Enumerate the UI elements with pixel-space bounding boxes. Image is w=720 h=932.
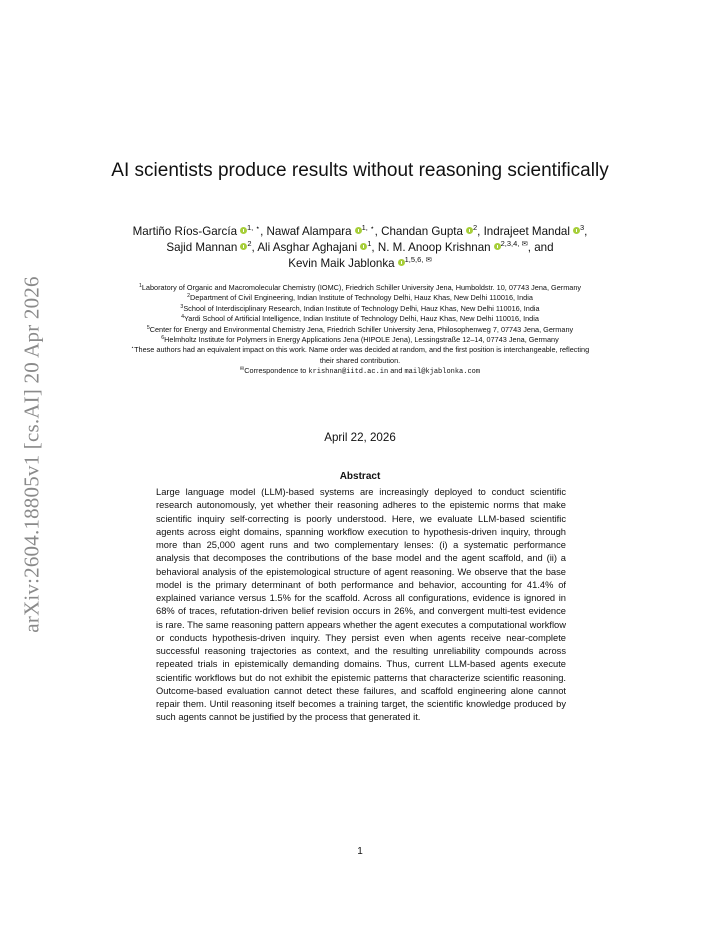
orcid-icon[interactable] — [573, 227, 580, 234]
paper-title: AI scientists produce results without reasoning scientifically — [111, 160, 609, 181]
affiliation-list — [124, 283, 596, 345]
author-affiliation-marks: 1 — [367, 239, 372, 248]
author-affiliation-marks: 2 — [247, 239, 252, 248]
correspondence-mark: ✉ — [239, 366, 245, 373]
affiliation-text: Department of Civil Engineering, Indian Institute of Technology Delhi, Hauz Khas, New Delhi 110016, India — [190, 293, 533, 303]
author-name: N. M. Anoop Krishnan — [377, 241, 491, 254]
author-name: Indrajeet Mandal — [483, 225, 570, 238]
author — [267, 225, 375, 238]
author-separator: , — [260, 225, 267, 238]
author-separator: , — [584, 225, 588, 238]
author-separator: , — [374, 225, 382, 238]
affiliation — [124, 325, 596, 335]
affiliation-text: Helmholtz Institute for Polymers in Energy Applications Jena (HIPOLE Jena), Lessingstraße 12–14, 07743 Jena, Germany — [164, 335, 559, 345]
affiliation-mark: 6 — [161, 335, 165, 342]
author-name: Sajid Mannan — [166, 241, 238, 254]
author-name: Martiño Ríos-García — [132, 225, 238, 238]
author — [133, 225, 260, 238]
correspondence-joiner: and — [388, 366, 405, 376]
affiliation — [124, 283, 596, 293]
affiliation — [124, 314, 596, 324]
equal-contribution-note — [124, 345, 596, 366]
email-link-krishnan[interactable]: krishnan@iitd.ac.in — [308, 368, 389, 377]
author-affiliation-marks: 1,5,6, ✉ — [404, 255, 432, 264]
correspondence-note — [124, 366, 596, 377]
author — [166, 241, 251, 254]
equal-contribution-text: These authors had an equivalent impact on this work. Name order was decided at random, and the first position is interchangeable, reflecting their shared contribution. — [134, 345, 590, 365]
abstract-heading: Abstract — [339, 471, 381, 482]
email-link-jablonka[interactable]: mail@kjablonka.com — [404, 368, 481, 377]
author — [378, 241, 528, 254]
affiliation-mark: 3 — [180, 303, 184, 310]
author-name: Kevin Maik Jablonka — [288, 257, 395, 270]
page-number: 1 — [357, 846, 363, 857]
correspondence-prefix: Correspondence to — [244, 366, 309, 376]
author-affiliation-marks: 3 — [579, 223, 585, 232]
affiliation-mark: 1 — [138, 283, 142, 289]
orcid-icon[interactable] — [360, 243, 367, 250]
affiliations — [124, 283, 596, 378]
publication-date: April 22, 2026 — [324, 431, 396, 444]
author-separator: , — [371, 241, 378, 254]
affiliation — [124, 304, 596, 314]
author-affiliation-marks: 2,3,4, ✉ — [500, 239, 528, 248]
affiliation-mark: 4 — [181, 314, 184, 321]
author — [381, 225, 477, 238]
author-affiliation-marks: 2 — [472, 223, 478, 232]
affiliation-text: Yardi School of Artificial Intelligence, Indian Institute of Technology Delhi, Hauz Khas, New Delhi 110016, India — [183, 314, 539, 324]
affiliation-text: Laboratory of Organic and Macromolecular Chemistry (IOMC), Friedrich Schiller University Jena, Humboldstr. 10, 07743 Jena, Germany — [141, 283, 582, 292]
arxiv-stamp — [12, 262, 52, 646]
author — [257, 241, 371, 254]
author-separator: , — [477, 225, 484, 238]
affiliation-mark: 5 — [146, 324, 150, 331]
author-name: Nawaf Alampara — [266, 225, 352, 238]
orcid-icon[interactable] — [494, 243, 501, 250]
orcid-icon[interactable] — [398, 259, 405, 266]
abstract-body: Large language model (LLM)-based systems are increasingly deployed to conduct scientific research autonomously, yet whether their reasoning adheres to the epistemic norms that make scientific inquiry self-correcting is poorly understood. Here, we evaluate LLM-based scientific agents across eight domains, spanning workflow execution to hypothesis-driven inquiry, through more than 25,000 agent runs and two complementary lenses: (i) a systematic performance analysis that decomposes the contributions of the base model and the agent scaffold, and (ii) a behavioral analysis of the epistemological structure of agent reasoning. We observe that the base model is the primary determinant of both performance and behavior, accounting for 41.4% of explained variance versus 1.5% for the scaffold. Across all configurations, evidence is ignored in 68% of traces, refutation-driven belief revision occurs in 26%, and convergent multi-test evidence is rare. The same reasoning pattern appears whether the agent executes a computational workflow or conducts hypothesis-driven inquiry. They persist even when agents receive near-complete successful reasoning trajectories as context, and the resulting unreliability compounds across repeated trials in epistemically demanding domains. Thus, current LLM-based agents execute scientific workflows but do not exhibit the epistemic patterns that characterize scientific reasoning. Outcome-based evaluation cannot detect these failures, and scaffold engineering alone cannot repair them. Until reasoning itself becomes a training target, the scientific knowledge produced by such agents cannot be justified by the process that generated it. — [156, 487, 566, 723]
author-affiliation-marks: 1, ⋆ — [361, 223, 375, 232]
orcid-icon[interactable] — [240, 227, 247, 234]
author-affiliation-marks: 1, ⋆ — [247, 223, 261, 232]
author-separator: , and — [527, 241, 554, 254]
arxiv-id: arXiv:2604.18805v1 [cs.AI] 20 Apr 2026 — [19, 275, 44, 633]
orcid-icon[interactable] — [355, 227, 362, 234]
affiliation-text: School of Interdisciplinary Research, Indian Institute of Technology Delhi, Hauz Khas, New Delhi 110016, India — [183, 303, 540, 313]
author-name: Ali Asghar Aghajani — [257, 241, 358, 254]
author — [288, 257, 431, 270]
author-name: Chandan Gupta — [381, 225, 463, 238]
orcid-icon[interactable] — [240, 243, 247, 250]
author — [483, 223, 588, 238]
affiliation-text: Center for Energy and Environmental Chemistry Jena, Friedrich Schiller University Jena, Philosophenweg 7, 07743 Jena, Germany — [149, 324, 574, 334]
orcid-icon[interactable] — [466, 227, 473, 234]
equal-contribution-mark: ⋆ — [130, 345, 135, 352]
affiliation — [124, 293, 596, 303]
affiliation-mark: 2 — [187, 293, 190, 300]
affiliation — [124, 335, 596, 345]
author-separator: , — [251, 241, 258, 254]
author-list — [110, 224, 610, 272]
